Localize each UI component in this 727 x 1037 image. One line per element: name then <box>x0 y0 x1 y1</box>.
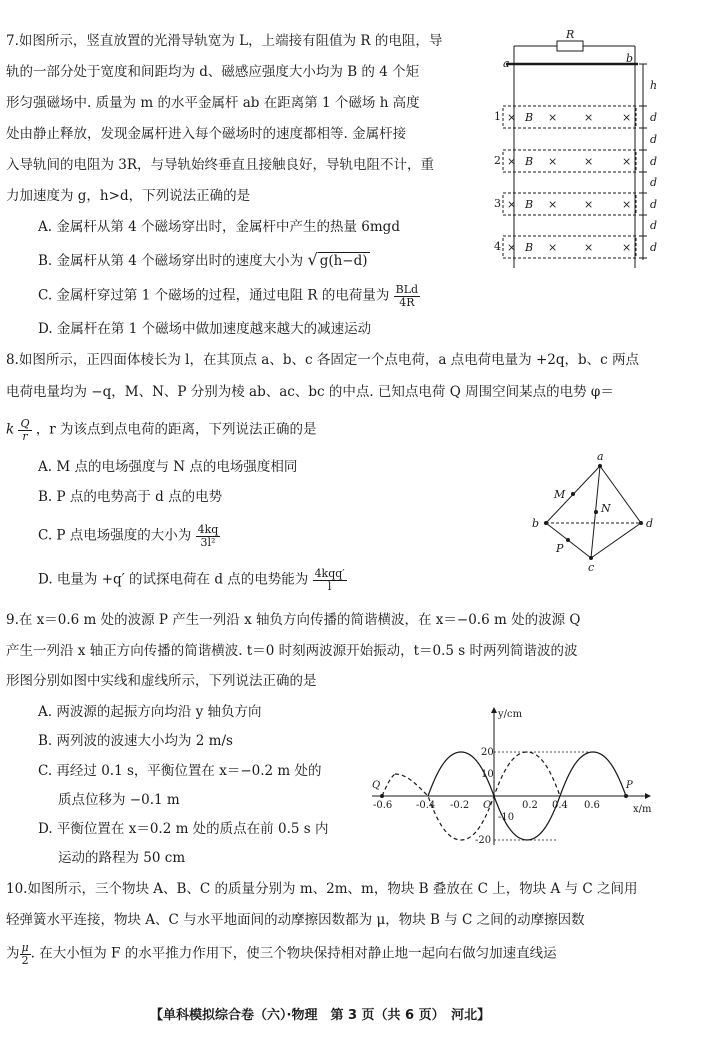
field-cross: × <box>548 241 558 254</box>
q9-option-c-1: C. 再经过 0.1 s，平衡位置在 x＝−0.2 m 处的 <box>38 763 322 779</box>
q7-line-1: 7.如图所示，竖直放置的光滑导轨宽为 L，上端接有阻值为 R 的电阻，导 <box>6 33 443 49</box>
x-tick-04: 0.4 <box>552 800 568 811</box>
q7-option-c <box>38 284 420 308</box>
x-tick-02: 0.2 <box>522 800 538 811</box>
field-cross: × <box>622 198 632 211</box>
vertex-c <box>589 556 593 560</box>
q7-line-6: 力加速度为 g，h>d，下列说法正确的是 <box>6 188 251 204</box>
q7-option-d: D. 金属杆在第 1 个磁场中做加速度越来越大的减速运动 <box>38 321 372 337</box>
x-tick-n02: -0.2 <box>450 800 470 811</box>
d-label-1: d <box>650 111 658 124</box>
vertex-d <box>639 521 643 525</box>
q8-line-3 <box>6 418 317 442</box>
q7-line-3: 形匀强磁场中. 质量为 m 的水平金属杆 ab 在距离第 1 个磁场 h 高度 <box>6 95 420 111</box>
q9-option-a: A. 两波源的起振方向均沿 y 轴负方向 <box>38 704 262 720</box>
field-label-b: B <box>525 241 534 254</box>
q7-option-b-text: B. 金属杆从第 4 个磁场穿出时的速度大小为 <box>38 253 304 269</box>
d-label-3: d <box>650 155 658 168</box>
field-cross: × <box>507 111 517 124</box>
q8-c-numerator: 4kq <box>197 523 219 536</box>
field-cross: × <box>584 155 594 168</box>
x-axis-label: x/m <box>633 804 652 815</box>
field-region-4 <box>503 236 636 258</box>
origin-label: O <box>483 800 492 811</box>
y-tick-n10: -10 <box>498 812 515 823</box>
field-cross: × <box>622 111 632 124</box>
q8-line-1: 8.如图所示，正四面体棱长为 l，在其顶点 a、b、c 各固定一个点电荷，a 点电荷电量为 +2q，b、c 两点 <box>6 352 639 368</box>
q8-option-d-text: D. 电量为 +q′ 的试探电荷在 d 点的电势能为 <box>38 571 309 588</box>
field-cross: × <box>622 155 632 168</box>
q8-kq-numerator: Q <box>20 417 30 430</box>
q8-d-denominator: l <box>327 579 332 593</box>
label-p: P <box>556 542 564 555</box>
resistor-label: R <box>566 28 575 41</box>
q8-option-d-fraction <box>313 568 347 592</box>
field-region-3 <box>503 193 636 215</box>
q8-line-2: 电荷电量均为 −q，M、N、P 分别为棱 ab、ac、bc 的中点. 已知点电荷 Q 周围空间某点的电势 φ＝ <box>6 384 614 400</box>
field-cross: × <box>507 198 517 211</box>
q7-option-c-fraction <box>394 284 420 308</box>
field-cross: × <box>507 155 517 168</box>
q10-mu-denominator: 2 <box>21 953 29 967</box>
midpoint-p <box>566 538 570 542</box>
field-label-b: B <box>525 198 534 211</box>
q8-option-c-text: C. P 点电场强度的大小为 <box>38 527 192 544</box>
q10-line-3 <box>6 942 557 966</box>
vertex-b <box>544 521 548 525</box>
label-m: M <box>554 488 566 501</box>
field-region-1 <box>503 106 636 128</box>
y-tick-n20: -20 <box>475 835 492 846</box>
q10-line-1: 10.如图所示，三个物块 A、B、C 的质量分别为 m、2m、m，物块 B 叠放在 C 上，物块 A 与 C 之间用 <box>6 881 638 897</box>
label-d: d <box>646 517 654 530</box>
q9-option-b: B. 两列波的波速大小均为 2 m/s <box>38 733 233 749</box>
q10-line-3-text: . 在大小恒为 F 的水平推力作用下，使三个物块保持相对静止地一起向右做匀加速直线运 <box>30 945 557 962</box>
q8-kq-denominator: r <box>22 429 28 443</box>
q7-option-b: B. 金属杆从第 4 个磁场穿出时的速度大小为 √ g(h−d) <box>38 250 368 269</box>
q7-rail-figure <box>494 28 670 273</box>
d-label-7: d <box>650 241 658 254</box>
label-p: P <box>626 780 633 791</box>
region-number-2: 2 <box>494 154 501 167</box>
field-cross: × <box>584 241 594 254</box>
q10-line-3-pre: 为 <box>6 945 20 962</box>
d-label-4: d <box>650 176 658 189</box>
q9-wave-graph <box>362 700 662 850</box>
midpoint-m <box>571 492 575 496</box>
vertex-a <box>598 464 602 468</box>
region-number-4: 4 <box>494 240 501 253</box>
q9-option-d-1: D. 平衡位置在 x＝0.2 m 处的质点在前 0.5 s 内 <box>38 821 329 837</box>
d-label-5: d <box>650 198 658 211</box>
source-q-point <box>380 794 384 798</box>
point-a-label: a <box>503 57 510 70</box>
q7-c-denominator: 4R <box>399 295 415 309</box>
q8-option-c-fraction <box>196 524 221 548</box>
q7-line-5: 入导轨间的电阻为 3R，与导轨始终垂直且接触良好，导轨电阻不计，重 <box>6 157 435 173</box>
point-b-label: b <box>626 52 634 65</box>
field-label-b: B <box>525 155 534 168</box>
wave-dashed-start <box>382 774 395 796</box>
resistor <box>557 41 583 51</box>
q8-tetrahedron-figure <box>528 450 663 575</box>
field-cross: × <box>584 198 594 211</box>
source-p-point <box>624 794 628 798</box>
q9-line-3: 形图分别如图中实线和虚线所示，下列说法正确的是 <box>6 673 317 689</box>
region-number-3: 3 <box>494 197 501 210</box>
label-c: c <box>588 561 595 574</box>
edge-cd <box>591 523 641 558</box>
field-cross: × <box>548 198 558 211</box>
d-label-6: d <box>650 219 658 232</box>
q8-option-c <box>38 524 220 548</box>
q10-mu-numerator: μ <box>21 941 29 954</box>
label-a: a <box>597 450 604 463</box>
x-tick-n06: -0.6 <box>373 800 393 811</box>
page-footer: 【单科模拟综合卷（六）·物理 第 3 页（共 6 页） 河北】 <box>150 1008 491 1023</box>
q8-d-numerator: 4kqq′ <box>314 567 345 580</box>
q7-line-4: 处由静止释放，发现金属杆进入每个磁场时的速度都相等. 金属杆接 <box>6 126 407 142</box>
label-q: Q <box>372 780 381 791</box>
q8-k: k <box>6 421 15 438</box>
q8-option-d <box>38 568 347 592</box>
q7-option-c-text: C. 金属杆穿过第 1 个磁场的过程，通过电阻 R 的电荷量为 <box>38 287 390 304</box>
q9-line-1: 9.在 x＝0.6 m 处的波源 P 产生一列沿 x 轴负方向传播的简谐横波，在 x＝−0.6 m 处的波源 Q <box>6 612 581 628</box>
field-cross: × <box>548 111 558 124</box>
q10-line-2: 轻弹簧水平连接，物块 A、C 与水平地面间的动摩擦因数都为 μ，物块 B 与 C 之间的动摩擦因数 <box>6 912 585 928</box>
x-tick-06: 0.6 <box>584 800 600 811</box>
q7-line-2: 轨的一部分处于宽度和间距均为 d、磁感应强度大小均为 B 的 4 个矩 <box>6 64 420 80</box>
d-label-2: d <box>650 133 658 146</box>
region-number-1: 1 <box>494 110 501 123</box>
q8-c-denominator: 3l² <box>200 535 216 549</box>
q8-line-3-text: ，r 为该点到点电荷的距离，下列说法正确的是 <box>35 421 317 438</box>
field-cross: × <box>507 241 517 254</box>
field-cross: × <box>548 155 558 168</box>
q8-option-b: B. P 点的电势高于 d 点的电势 <box>38 489 223 505</box>
field-region-2 <box>503 150 636 172</box>
height-h-label: h <box>650 79 658 92</box>
y-axis-label: y/cm <box>498 709 523 720</box>
q8-potential-fraction <box>18 418 31 442</box>
field-label-b: B <box>525 111 534 124</box>
field-cross: × <box>584 111 594 124</box>
q7-option-b-sqrt: g(h−d) <box>319 253 368 269</box>
label-n: N <box>601 502 611 515</box>
q7-c-numerator: BLd <box>395 283 419 296</box>
x-tick-n04: -0.4 <box>416 800 436 811</box>
q10-mu-fraction <box>20 942 31 966</box>
field-cross: × <box>622 241 632 254</box>
label-b: b <box>532 517 540 530</box>
q9-option-c-2: 质点位移为 −0.1 m <box>58 792 180 808</box>
y-tick-10: 10 <box>481 769 494 780</box>
q9-option-d-2: 运动的路程为 50 cm <box>58 850 186 866</box>
midpoint-n <box>594 510 598 514</box>
q7-option-a: A. 金属杆从第 4 个磁场穿出时，金属杆中产生的热量 6mgd <box>38 219 400 235</box>
q9-line-2: 产生一列沿 x 轴正方向传播的简谐横波. t＝0 时刻两波源开始振动，t＝0.5 s 时两列简谐波的波 <box>6 643 578 659</box>
q8-option-a: A. M 点的电场强度与 N 点的电场强度相同 <box>38 459 298 475</box>
y-tick-20: 20 <box>481 747 494 758</box>
